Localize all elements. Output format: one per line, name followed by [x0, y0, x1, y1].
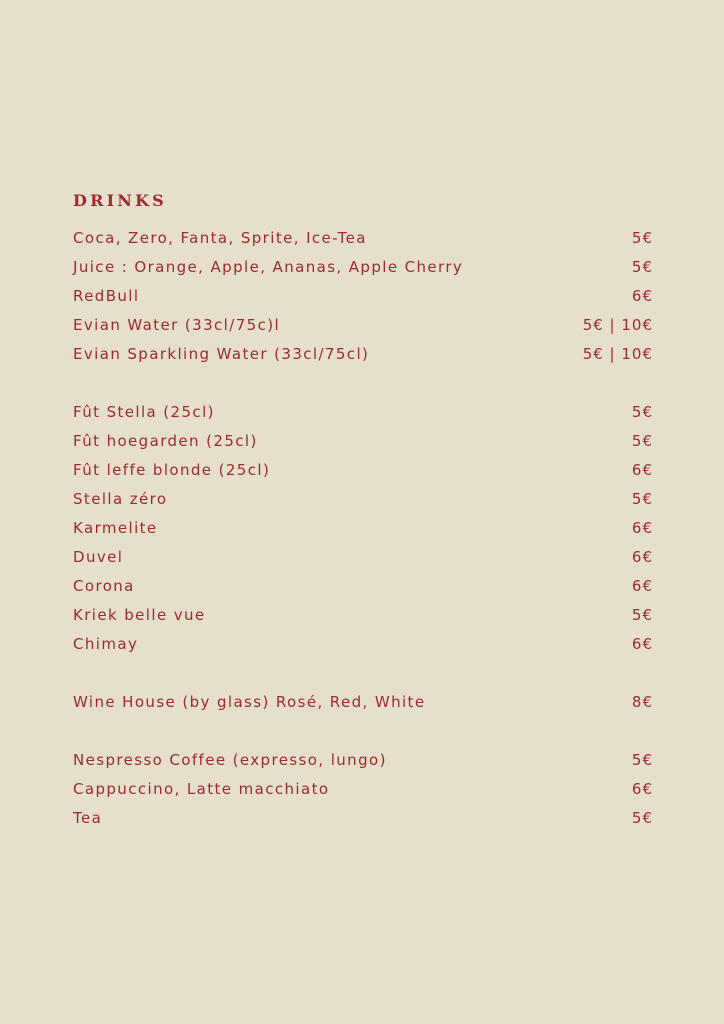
item-name: Cappuccino, Latte macchiato [73, 780, 330, 798]
item-price: 6€ [631, 577, 653, 595]
item-price: 6€ [631, 635, 653, 653]
menu-item [73, 226, 653, 255]
item-price: 8€ [631, 693, 653, 711]
item-price: 6€ [631, 287, 653, 305]
item-price: 5€ [631, 432, 653, 450]
menu-item [73, 632, 653, 661]
item-price: 6€ [631, 461, 653, 479]
item-price: 5€ [631, 229, 653, 247]
item-price: 5€ [631, 490, 653, 508]
menu-item [73, 313, 653, 342]
item-price: 5€ [631, 809, 653, 827]
menu-item [73, 284, 653, 313]
item-price: 5€ [631, 403, 653, 421]
item-name: Wine House (by glass) Rosé, Red, White [73, 693, 426, 711]
item-name: Juice : Orange, Apple, Ananas, Apple Cherry [73, 258, 464, 276]
item-name: Karmelite [73, 519, 158, 537]
hot-drinks-group [73, 748, 653, 835]
menu-item [73, 777, 653, 806]
item-price: 5€ | 10€ [582, 316, 653, 334]
menu-item [73, 574, 653, 603]
item-name: Stella zéro [73, 490, 168, 508]
item-name: Kriek belle vue [73, 606, 206, 624]
item-name: Duvel [73, 548, 124, 566]
item-name: Coca, Zero, Fanta, Sprite, Ice-Tea [73, 229, 367, 247]
item-price: 6€ [631, 548, 653, 566]
menu-item [73, 429, 653, 458]
item-price: 6€ [631, 780, 653, 798]
menu-title: DRINKS [73, 191, 167, 210]
menu-item [73, 400, 653, 429]
drinks-list [73, 226, 653, 864]
menu-item [73, 806, 653, 835]
menu-item [73, 545, 653, 574]
wine-group [73, 690, 653, 719]
item-price: 5€ [631, 751, 653, 769]
menu-item [73, 487, 653, 516]
item-price: 5€ [631, 258, 653, 276]
menu-item [73, 516, 653, 545]
item-name: Nespresso Coffee (expresso, lungo) [73, 751, 387, 769]
item-name: Evian Sparkling Water (33cl/75cl) [73, 345, 370, 363]
item-name: Fût hoegarden (25cl) [73, 432, 258, 450]
menu-item [73, 748, 653, 777]
soft-drinks-group [73, 226, 653, 371]
item-name: Evian Water (33cl/75c)l [73, 316, 281, 334]
menu-item [73, 690, 653, 719]
item-name: RedBull [73, 287, 140, 305]
item-price: 5€ [631, 606, 653, 624]
item-name: Fût leffe blonde (25cl) [73, 461, 271, 479]
beers-group [73, 400, 653, 661]
item-name: Fût Stella (25cl) [73, 403, 215, 421]
menu-item [73, 255, 653, 284]
item-price: 6€ [631, 519, 653, 537]
menu-item [73, 458, 653, 487]
item-price: 5€ | 10€ [582, 345, 653, 363]
item-name: Chimay [73, 635, 139, 653]
item-name: Corona [73, 577, 135, 595]
item-name: Tea [73, 809, 103, 827]
menu-item [73, 342, 653, 371]
menu-item [73, 603, 653, 632]
